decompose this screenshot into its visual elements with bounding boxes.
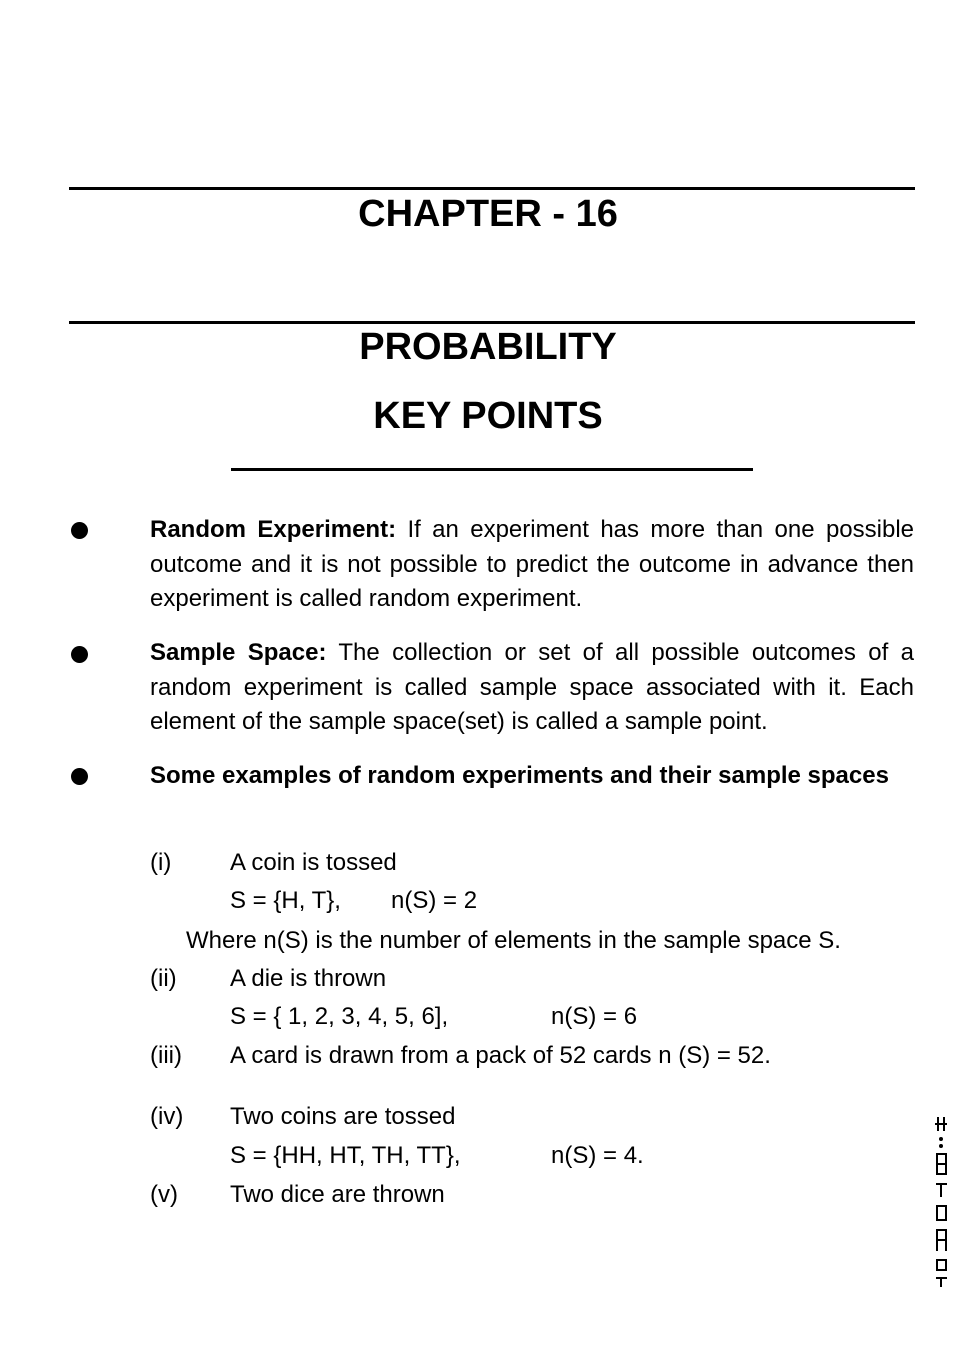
example-number: (ii)	[150, 965, 177, 992]
example-sample-space: S = { 1, 2, 3, 4, 5, 6],	[230, 1003, 449, 1030]
section-title: KEY POINTS	[373, 395, 603, 437]
example-description: Two coins are tossed	[230, 1103, 456, 1130]
point-examples-heading	[150, 759, 914, 794]
middle-rule	[69, 321, 915, 324]
point-label: Sample Space:	[150, 639, 327, 666]
example-count: n(S) = 2	[391, 887, 478, 914]
example-count: n(S) = 6	[551, 1003, 638, 1030]
point-text: If an experiment has more than one possible outcome and it is not possible to predict the outcome in advance then experiment is called random experiment.	[150, 516, 914, 612]
example-number: (v)	[150, 1181, 178, 1208]
bullet-icon	[71, 768, 88, 785]
example-number: (iv)	[150, 1103, 184, 1130]
point-random-experiment	[150, 513, 914, 617]
example-number: (i)	[150, 849, 172, 876]
top-rule	[69, 187, 915, 190]
bullet-icon	[71, 522, 88, 539]
example-note: Where n(S) is the number of elements in the sample space S.	[186, 927, 841, 954]
example-description: A die is thrown	[230, 965, 387, 992]
example-count: n(S) = 4.	[551, 1142, 644, 1169]
point-sample-space	[150, 636, 914, 740]
chapter-title: CHAPTER - 16	[358, 193, 618, 235]
section-underline	[231, 468, 753, 471]
example-sample-space: S = {HH, HT, TH, TT},	[230, 1142, 461, 1169]
margin-print-mark	[932, 1115, 952, 1290]
example-description: Two dice are thrown	[230, 1181, 445, 1208]
subject-title: PROBABILITY	[359, 326, 617, 368]
point-text: The collection or set of all possible outcomes of a random experiment is called sample space associated with it. Each element of the sample space(set) is called a sample point.	[150, 639, 914, 735]
point-label: Random Experiment:	[150, 516, 397, 543]
example-description: A card is drawn from a pack of 52 cards n (S) = 52.	[230, 1042, 771, 1069]
bullet-icon	[71, 646, 88, 663]
point-label: Some examples of random experiments and their sample spaces	[150, 762, 889, 789]
example-sample-space: S = {H, T},	[230, 887, 341, 914]
example-description: A coin is tossed	[230, 849, 397, 876]
example-number: (iii)	[150, 1042, 182, 1069]
